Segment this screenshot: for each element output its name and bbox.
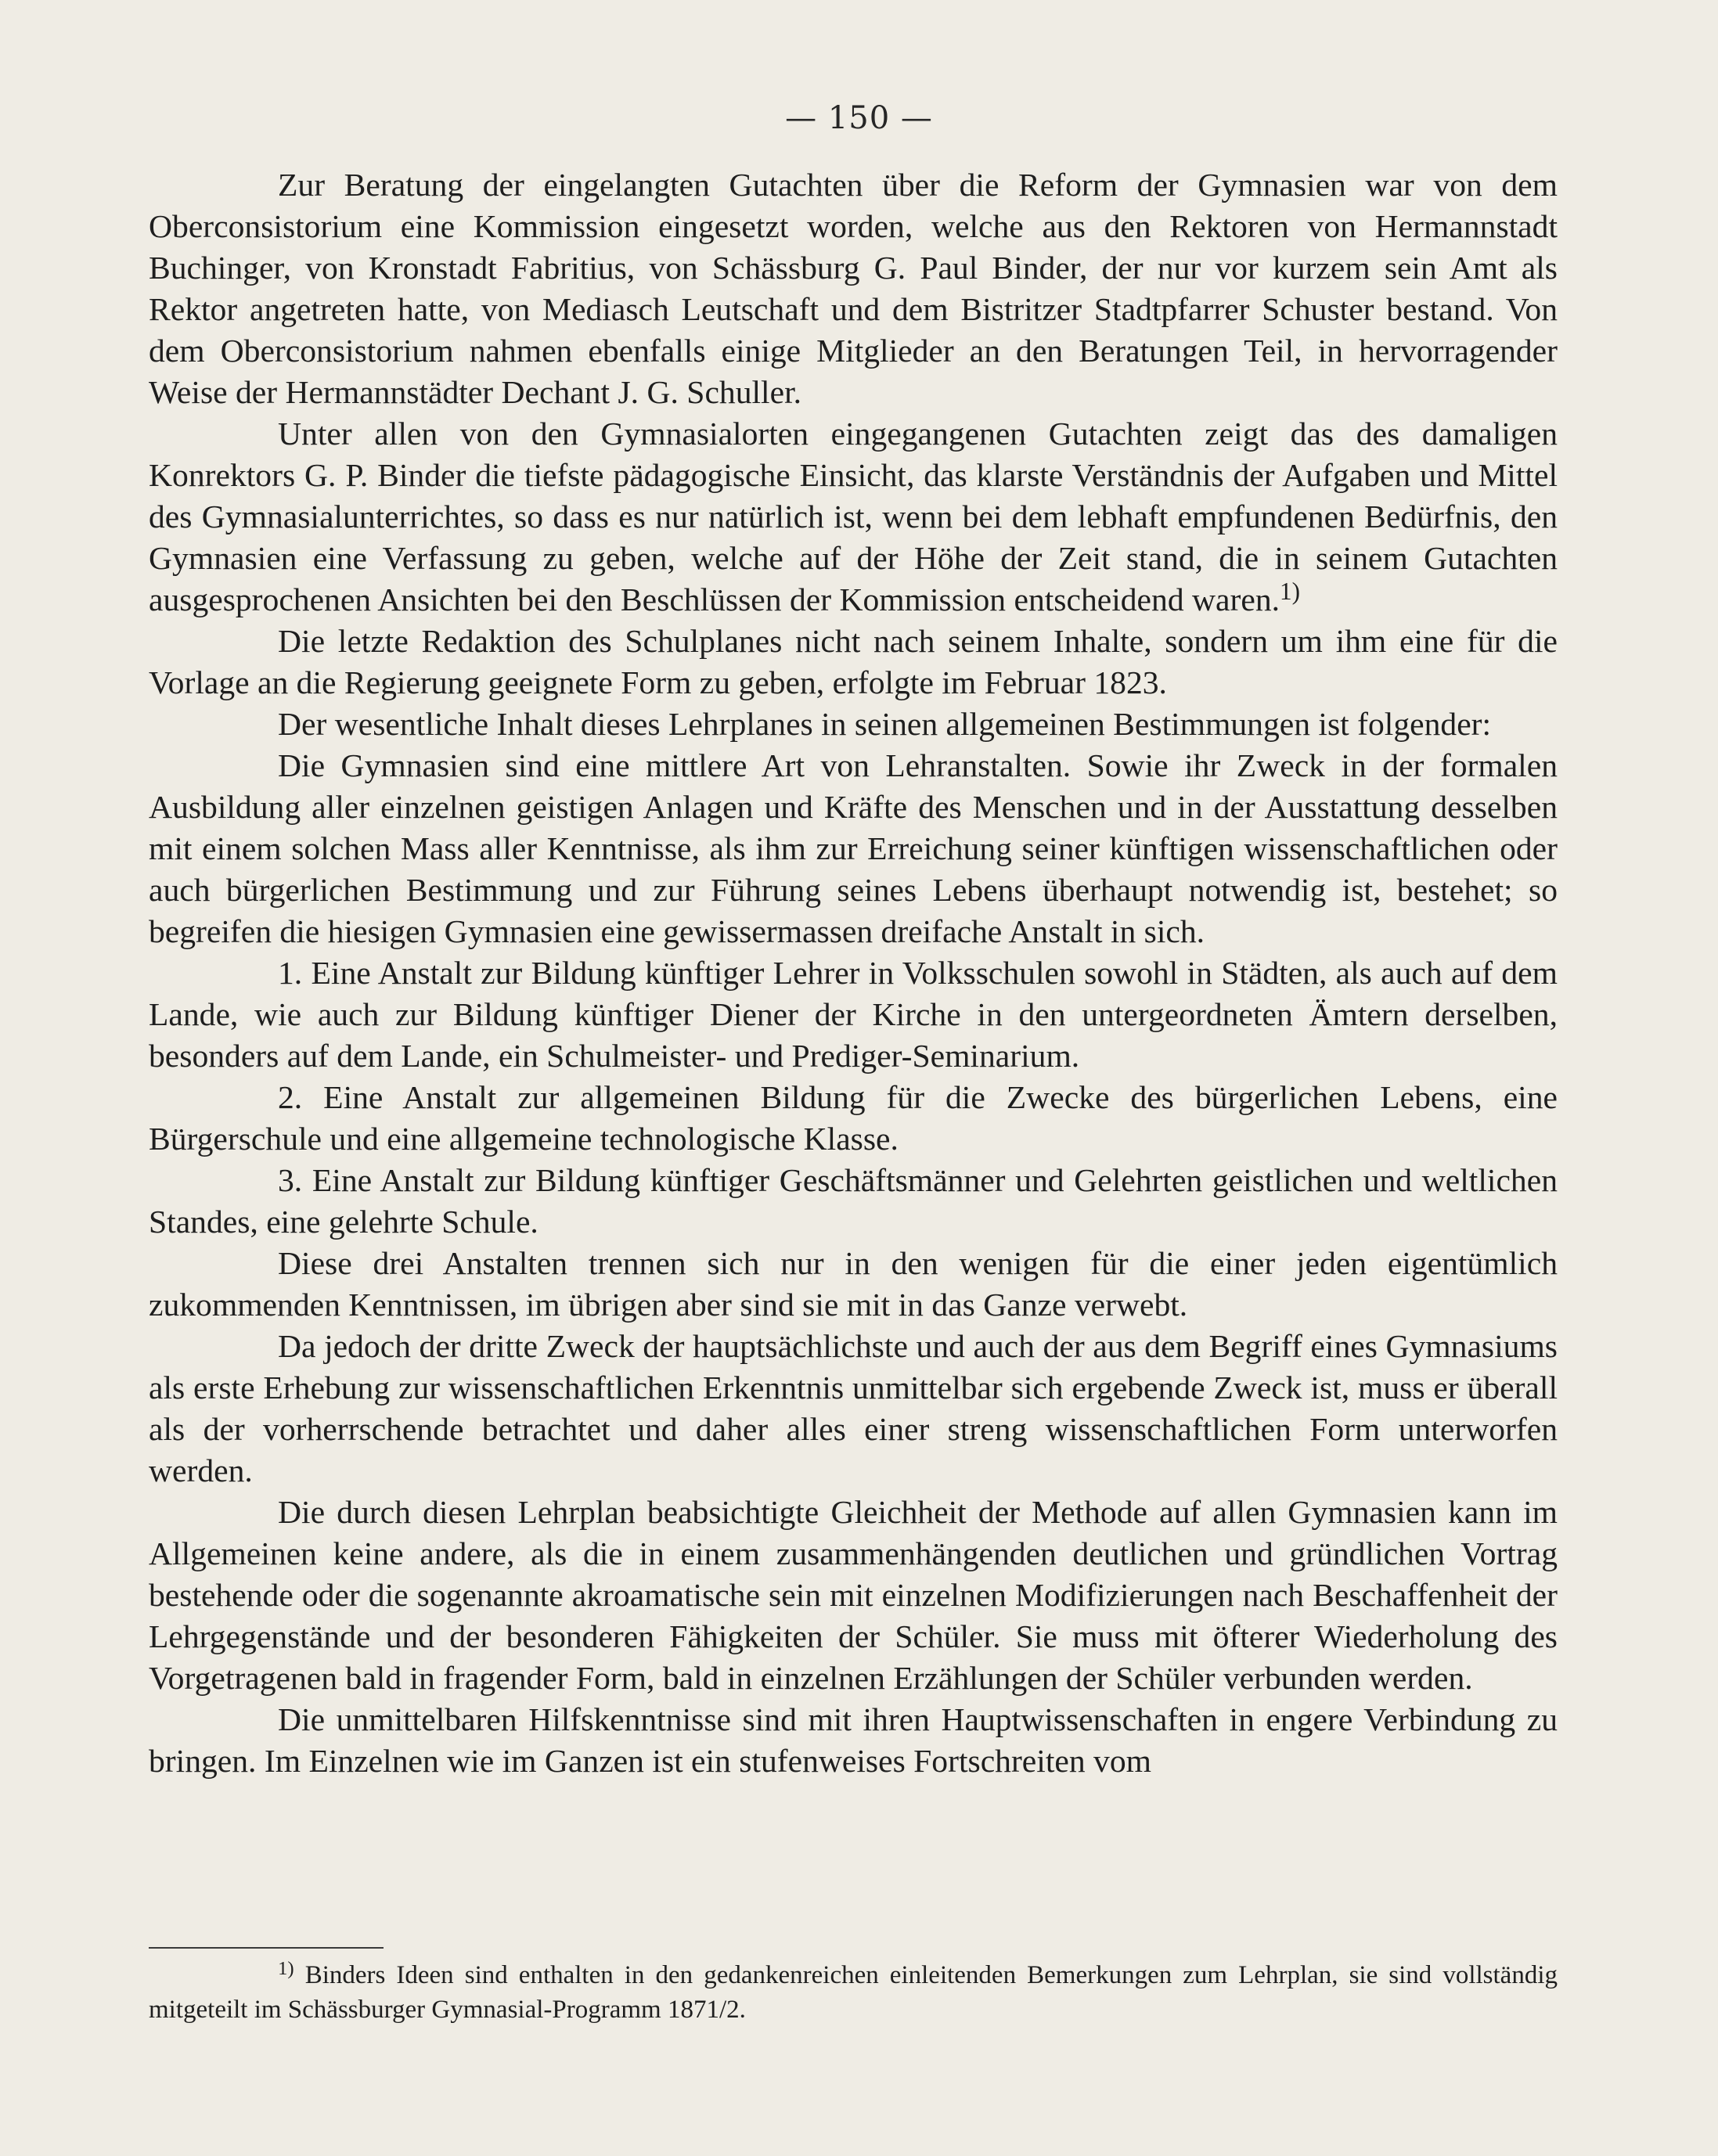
footnote-marker: 1) (278, 1957, 294, 1979)
paragraph: Der wesentliche Inhalt dieses Lehrplanes in seinen allgemeinen Bestimmungen ist folgender: (278, 706, 1492, 742)
footnote-text: Binders Ideen sind enthalten in den gedankenreichen einleitenden Bemerkungen zum Lehrplan, sie sind vollständig mitgeteilt im Schässburger Gymnasial-Programm 1871/2. (149, 1961, 1558, 2024)
footnotes (149, 1958, 1558, 2027)
paragraph: Da jedoch der dritte Zweck der hauptsächlichste und auch der aus dem Begriff eines Gymnasiums als erste Erhebung zur wissenschaftlichen Erkenntnis unmittelbar sich ergebende Zweck ist, muss er überall als der vorherrschende betrachtet und daher alles einer streng wissenschaftlichen Form unterworfen werden. (149, 1328, 1558, 1488)
paragraph: Zur Beratung der eingelangten Gutachten über die Reform der Gymnasien war von dem Oberconsistorium eine Kommission eingesetzt worden, welche aus den Rektoren von Hermannstadt Buchinger, von Kronstadt Fabritius, von Schässburg G. Paul Binder, der nur vor kurzem sein Amt als Rektor angetreten hatte, von Mediasch Leutschaft und dem Bistritzer Stadtpfarrer Schuster bestand. Von dem Oberconsistorium nahmen ebenfalls einige Mitglieder an den Beratungen Teil, in hervorragender Weise der Hermannstädter Dechant J. G. Schuller. (149, 167, 1558, 410)
footnote (149, 1958, 1558, 2027)
paragraph (149, 413, 1558, 621)
paragraph-text: Unter allen von den Gymnasialorten eingegangenen Gutachten zeigt das des damaligen Konrektors G. P. Binder die tiefste pädagogische Einsicht, das klarste Verständnis der Aufgaben und Mittel des Gymnasialunterrichtes, so dass es nur natürlich ist, wenn bei dem lebhaft empfundenen Bedürfnis, den Gymnasien eine Verfassung zu geben, welche auf der Höhe der Zeit stand, die in seinem Gutachten ausgesprochenen Ansichten bei den Beschlüssen der Kommission entscheidend waren. (149, 416, 1558, 617)
body-text (149, 164, 1558, 1782)
paragraph: Diese drei Anstalten trennen sich nur in den wenigen für die einer jeden eigentümlich zukommenden Kenntnissen, im übrigen aber sind sie mit in das Ganze verwebt. (149, 1245, 1558, 1323)
paragraph: Die unmittelbaren Hilfskenntnisse sind mit ihren Hauptwissenschaften in engere Verbindung zu bringen. Im Einzelnen wie im Ganzen ist ein stufenweises Fortschreiten vom (149, 1701, 1558, 1779)
paragraph: Die Gymnasien sind eine mittlere Art von Lehranstalten. Sowie ihr Zweck in der formalen Ausbildung aller einzelnen geistigen Anlagen und Kräfte des Menschen und in der Ausstattung desselben mit einem solchen Mass aller Kenntnisse, als ihm zur Erreichung seiner künftigen wissenschaftlichen oder auch bürgerlichen Bestimmung und zur Führung seines Lebens überhaupt notwendig ist, bestehet; so begreifen die hiesigen Gymnasien eine gewissermassen dreifache Anstalt in sich. (149, 747, 1558, 949)
footnote-divider (149, 1947, 384, 1949)
paragraph: Die letzte Redaktion des Schulplanes nicht nach seinem Inhalte, sondern um ihm eine für die Vorlage an die Regierung geeignete Form zu geben, erfolgte im Februar 1823. (149, 623, 1558, 700)
page-number: — 150 — (785, 100, 933, 136)
paragraph: Die durch diesen Lehrplan beabsichtigte Gleichheit der Methode auf allen Gymnasien kann im Allgemeinen keine andere, als die in einem zusammenhängenden deutlichen und gründlichen Vortrag bestehende oder die sogenannte akroamatische sein mit einzelnen Modifizierungen nach Beschaffenheit der Lehrgegenstände und der besonderen Fähigkeiten der Schüler. Sie muss mit öfterer Wiederholung des Vorgetragenen bald in fragender Form, bald in einzelnen Erzählungen der Schüler verbunden werden. (149, 1494, 1558, 1696)
paragraph: 1. Eine Anstalt zur Bildung künftiger Lehrer in Volksschulen sowohl in Städten, als auch auf dem Lande, wie auch zur Bildung künftiger Diener der Kirche in den untergeordneten Ämtern derselben, besonders auf dem Lande, ein Schulmeister- und Prediger-Seminarium. (149, 955, 1558, 1074)
footnote-reference: 1) (1280, 577, 1301, 605)
paragraph: 3. Eine Anstalt zur Bildung künftiger Geschäftsmänner und Gelehrten geistlichen und weltlichen Standes, eine gelehrte Schule. (149, 1162, 1558, 1240)
paragraph: 2. Eine Anstalt zur allgemeinen Bildung für die Zwecke des bürgerlichen Lebens, eine Bürgerschule und eine allgemeine technologische Klasse. (149, 1079, 1558, 1157)
